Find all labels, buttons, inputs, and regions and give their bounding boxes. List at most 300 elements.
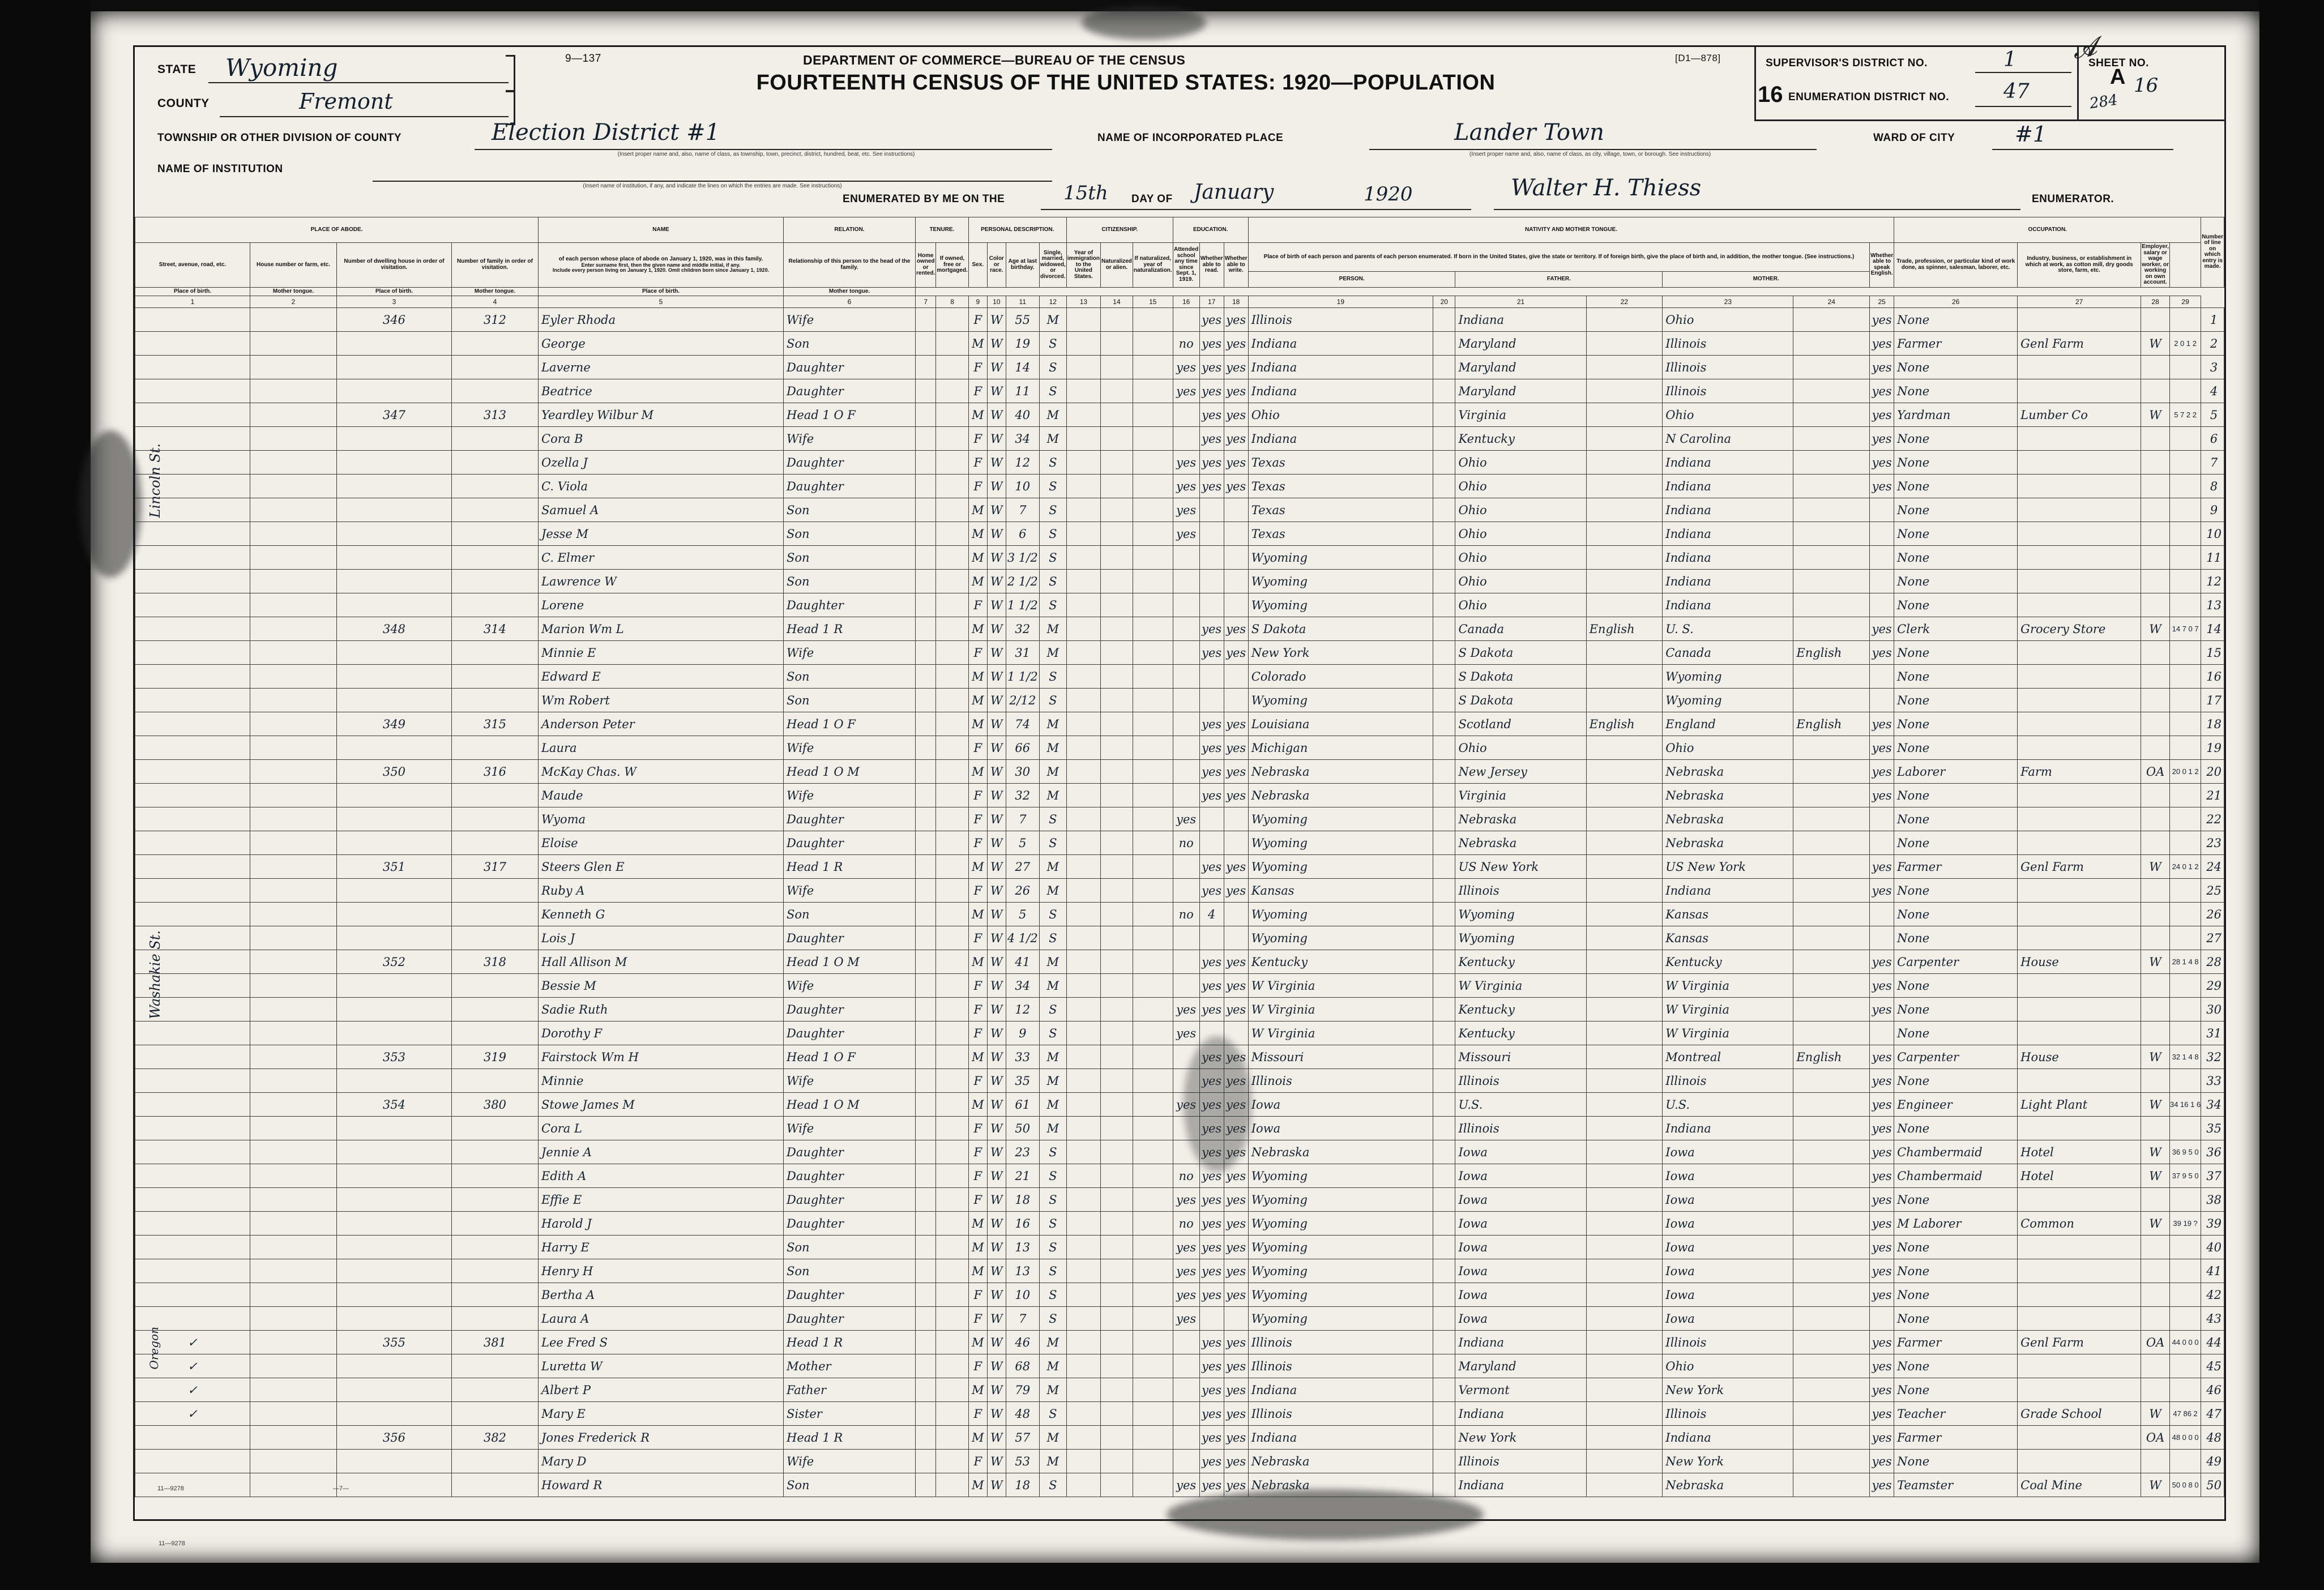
table-row	[135, 1140, 2224, 1164]
cell-fmt	[1586, 1473, 1663, 1497]
scan-edge-bottom	[0, 1563, 2324, 1590]
cell-extra	[2169, 356, 2201, 379]
cell-fam	[452, 1021, 539, 1045]
cell-check	[135, 546, 250, 570]
row-line-number: 38	[2201, 1188, 2224, 1212]
cell-eng: yes	[1870, 1473, 1894, 1497]
cell-ind	[2018, 784, 2141, 807]
cell-dwell	[337, 1354, 452, 1378]
cell-blank1	[936, 879, 968, 903]
cell-nat	[1101, 1307, 1133, 1331]
cell-pb: Wyoming	[1248, 903, 1433, 926]
cell-eng: yes	[1870, 1069, 1894, 1093]
cell-ms: M	[1039, 1093, 1066, 1117]
cell-pmt	[1433, 1188, 1455, 1212]
table-row	[135, 712, 2224, 736]
cell-mmt	[1793, 689, 1870, 712]
cell-sch	[1173, 1378, 1199, 1402]
cell-sex: F	[968, 784, 987, 807]
cell-write: yes	[1224, 1450, 1248, 1473]
cell-write: yes	[1224, 998, 1248, 1021]
table-row	[135, 593, 2224, 617]
cell-rel: Daughter	[784, 451, 916, 475]
cell-mb: Wyoming	[1663, 665, 1793, 689]
cell-mmt: English	[1793, 641, 1870, 665]
cell-mmt	[1793, 1473, 1870, 1497]
cell-pb: Wyoming	[1248, 570, 1433, 593]
row-line-number: 33	[2201, 1069, 2224, 1093]
row-line-number: 39	[2201, 1212, 2224, 1236]
cell-eng: yes	[1870, 1402, 1894, 1426]
row-line-number: 37	[2201, 1164, 2224, 1188]
cell-pb: W Virginia	[1248, 1021, 1433, 1045]
cell-house	[250, 1307, 337, 1331]
cell-pmt	[1433, 1069, 1455, 1093]
cell-imm	[1066, 807, 1100, 831]
cell-name: Howard R	[539, 1473, 784, 1497]
cell-occ: Carpenter	[1894, 950, 2018, 974]
cell-pb: Michigan	[1248, 736, 1433, 760]
col-relation: Relationship of this person to the head of the family.	[784, 243, 916, 288]
row-line-number: 30	[2201, 998, 2224, 1021]
cell-eng: yes	[1870, 1450, 1894, 1473]
cell-fb: Iowa	[1455, 1283, 1586, 1307]
cell-read	[1199, 807, 1224, 831]
cell-race: W	[987, 1188, 1006, 1212]
cell-sex: F	[968, 1450, 987, 1473]
cell-blank1	[936, 1283, 968, 1307]
cell-read	[1199, 689, 1224, 712]
cell-nat	[1101, 1045, 1133, 1069]
cell-fmt	[1586, 1426, 1663, 1450]
col-year-naturalization: If naturalized, year of naturalization.	[1133, 243, 1173, 288]
cell-blank1	[936, 1259, 968, 1283]
cell-own	[916, 475, 936, 498]
cell-dwell: 348	[337, 617, 452, 641]
cell-nat	[1101, 1093, 1133, 1117]
cell-nat	[1101, 926, 1133, 950]
cell-mmt	[1793, 1140, 1870, 1164]
cell-read: yes	[1199, 308, 1224, 332]
col-year-immigration: Year of immigration to the United States.	[1066, 243, 1100, 288]
cell-extra: 28 1 4 8	[2169, 950, 2201, 974]
row-line-number: 25	[2201, 879, 2224, 903]
cell-emp	[2141, 570, 2170, 593]
cell-pb: Indiana	[1248, 332, 1433, 356]
cell-name: Hall Allison M	[539, 950, 784, 974]
cell-read: yes	[1199, 1473, 1224, 1497]
cell-ms: M	[1039, 617, 1066, 641]
cell-rel: Head 1 O F	[784, 403, 916, 427]
row-line-number: 40	[2201, 1236, 2224, 1259]
cell-dwell	[337, 356, 452, 379]
table-row	[135, 451, 2224, 475]
cell-rel: Head 1 O M	[784, 950, 916, 974]
cell-ms: M	[1039, 427, 1066, 451]
row-line-number: 35	[2201, 1117, 2224, 1140]
cell-pmt	[1433, 998, 1455, 1021]
row-line-number: 24	[2201, 855, 2224, 879]
cell-pb: Indiana	[1248, 379, 1433, 403]
enumerator-underline	[1494, 209, 2020, 210]
cell-mmt: English	[1793, 1045, 1870, 1069]
cell-imm	[1066, 593, 1100, 617]
cell-age: 74	[1006, 712, 1039, 736]
cell-ms: S	[1039, 1283, 1066, 1307]
cell-write: yes	[1224, 427, 1248, 451]
cell-fmt	[1586, 1188, 1663, 1212]
footer-left-code: 11—9278	[157, 1485, 184, 1492]
cell-mb: Ohio	[1663, 308, 1793, 332]
cell-sex: F	[968, 308, 987, 332]
cell-read: yes	[1199, 1450, 1224, 1473]
col-person-birthplace: Place of birth.	[135, 287, 250, 296]
cell-own	[916, 332, 936, 356]
cell-sex: F	[968, 879, 987, 903]
cell-occ: None	[1894, 379, 2018, 403]
cell-dwell	[337, 1212, 452, 1236]
cell-imm	[1066, 1093, 1100, 1117]
cell-age: 13	[1006, 1259, 1039, 1283]
cell-fam	[452, 356, 539, 379]
col-marital: Single, married, widowed, or divorced.	[1039, 243, 1066, 288]
cell-yr	[1133, 475, 1173, 498]
cell-age: 68	[1006, 1354, 1039, 1378]
cell-yr	[1133, 498, 1173, 522]
table-row	[135, 974, 2224, 998]
cell-yr	[1133, 1021, 1173, 1045]
cell-ms: S	[1039, 332, 1066, 356]
cell-read: yes	[1199, 1402, 1224, 1426]
table-row	[135, 546, 2224, 570]
cell-imm	[1066, 712, 1100, 736]
cell-mmt	[1793, 1426, 1870, 1450]
cell-race: W	[987, 1331, 1006, 1354]
row-line-number: 36	[2201, 1140, 2224, 1164]
cell-sch	[1173, 712, 1199, 736]
column-number-29: 29	[2169, 296, 2201, 308]
cell-blank1	[936, 926, 968, 950]
cell-write: yes	[1224, 1402, 1248, 1426]
cell-pmt	[1433, 903, 1455, 926]
cell-race: W	[987, 570, 1006, 593]
cell-race: W	[987, 1212, 1006, 1236]
cell-name: Lee Fred S	[539, 1331, 784, 1354]
cell-fam	[452, 641, 539, 665]
cell-fam	[452, 1069, 539, 1093]
cell-extra	[2169, 1450, 2201, 1473]
cell-dwell	[337, 1283, 452, 1307]
cell-check	[135, 760, 250, 784]
cell-fam: 317	[452, 855, 539, 879]
cell-sch: yes	[1173, 451, 1199, 475]
cell-fmt	[1586, 1378, 1663, 1402]
group-tenure: TENURE.	[916, 217, 969, 243]
cell-write	[1224, 593, 1248, 617]
cell-write: yes	[1224, 736, 1248, 760]
cell-eng: yes	[1870, 974, 1894, 998]
cell-own	[916, 1093, 936, 1117]
cell-rel: Wife	[784, 1117, 916, 1140]
enumerated-underline	[1041, 209, 1471, 210]
cell-name: Fairstock Wm H	[539, 1045, 784, 1069]
cell-eng	[1870, 1021, 1894, 1045]
cell-own	[916, 807, 936, 831]
cell-sex: F	[968, 641, 987, 665]
cell-nat	[1101, 617, 1133, 641]
cell-read: yes	[1199, 332, 1224, 356]
cell-imm	[1066, 1259, 1100, 1283]
cell-mb: New York	[1663, 1450, 1793, 1473]
cell-own	[916, 546, 936, 570]
table-row	[135, 1021, 2224, 1045]
cell-mmt	[1793, 998, 1870, 1021]
cell-pmt	[1433, 1283, 1455, 1307]
cell-fmt	[1586, 1283, 1663, 1307]
cell-blank1	[936, 950, 968, 974]
cell-sch	[1173, 570, 1199, 593]
cell-ind	[2018, 427, 2141, 451]
cell-ind	[2018, 926, 2141, 950]
cell-read: yes	[1199, 712, 1224, 736]
cell-check	[135, 855, 250, 879]
cell-name: Wm Robert	[539, 689, 784, 712]
cell-eng: yes	[1870, 1117, 1894, 1140]
cell-sex: M	[968, 689, 987, 712]
cell-race: W	[987, 760, 1006, 784]
cell-sex: M	[968, 1236, 987, 1259]
cell-fb: Vermont	[1455, 1378, 1586, 1402]
cell-fb: Ohio	[1455, 736, 1586, 760]
cell-race: W	[987, 356, 1006, 379]
scan-artifact-center	[1184, 1036, 1251, 1172]
cell-check	[135, 522, 250, 546]
subheader-row-3	[135, 287, 2224, 296]
group-nativity: NATIVITY AND MOTHER TONGUE.	[1248, 217, 1894, 243]
cell-pb: Wyoming	[1248, 855, 1433, 879]
cell-pmt	[1433, 379, 1455, 403]
cell-check	[135, 308, 250, 332]
cell-race: W	[987, 1426, 1006, 1450]
cell-yr	[1133, 855, 1173, 879]
cell-house	[250, 1259, 337, 1283]
cell-occ: None	[1894, 593, 2018, 617]
cell-age: 7	[1006, 498, 1039, 522]
cell-rel: Daughter	[784, 998, 916, 1021]
cell-name: Dorothy F	[539, 1021, 784, 1045]
cell-read: yes	[1199, 950, 1224, 974]
row-line-number: 31	[2201, 1021, 2224, 1045]
cell-blank1	[936, 1450, 968, 1473]
cell-race: W	[987, 475, 1006, 498]
corner-scrawl: 284	[2088, 91, 2119, 113]
county-underline	[220, 116, 509, 117]
cell-sex: F	[968, 1402, 987, 1426]
cell-nat	[1101, 308, 1133, 332]
cell-age: 35	[1006, 1069, 1039, 1093]
cell-fb: S Dakota	[1455, 641, 1586, 665]
cell-mb: Illinois	[1663, 1331, 1793, 1354]
cell-fb: Nebraska	[1455, 807, 1586, 831]
cell-sch: yes	[1173, 522, 1199, 546]
cell-nat	[1101, 1402, 1133, 1426]
cell-fb: Virginia	[1455, 403, 1586, 427]
cell-occ: None	[1894, 1021, 2018, 1045]
cell-nat	[1101, 1283, 1133, 1307]
col-name	[539, 243, 784, 288]
cell-dwell	[337, 641, 452, 665]
cell-occ: Chambermaid	[1894, 1164, 2018, 1188]
cell-ind	[2018, 546, 2141, 570]
cell-age: 50	[1006, 1117, 1039, 1140]
cell-pb: Indiana	[1248, 356, 1433, 379]
census-form-paper	[91, 11, 2259, 1563]
cell-rel: Daughter	[784, 831, 916, 855]
cell-read: yes	[1199, 1117, 1224, 1140]
cell-pmt	[1433, 332, 1455, 356]
cell-own	[916, 1236, 936, 1259]
cell-fb: New York	[1455, 1426, 1586, 1450]
cell-mb: U. S.	[1663, 617, 1793, 641]
cell-mb: Indiana	[1663, 522, 1793, 546]
cell-name: Ruby A	[539, 879, 784, 903]
cell-write: yes	[1224, 1164, 1248, 1188]
cell-occ: Yardman	[1894, 403, 2018, 427]
cell-check	[135, 1093, 250, 1117]
cell-dwell: 351	[337, 855, 452, 879]
cell-ind: Genl Farm	[2018, 332, 2141, 356]
cell-read: yes	[1199, 403, 1224, 427]
cell-yr	[1133, 926, 1173, 950]
cell-sch: yes	[1173, 1188, 1199, 1212]
cell-fb: Indiana	[1455, 1473, 1586, 1497]
cell-age: 46	[1006, 1331, 1039, 1354]
cell-age: 10	[1006, 475, 1039, 498]
cell-pmt	[1433, 498, 1455, 522]
table-row	[135, 760, 2224, 784]
cell-occ: None	[1894, 1259, 2018, 1283]
cell-pb: Nebraska	[1248, 1473, 1433, 1497]
cell-house	[250, 1021, 337, 1045]
column-number-15: 15	[1133, 296, 1173, 308]
cell-occ: None	[1894, 308, 2018, 332]
cell-mmt	[1793, 379, 1870, 403]
cell-pb: Wyoming	[1248, 1212, 1433, 1236]
cell-imm	[1066, 570, 1100, 593]
cell-name: Mary D	[539, 1450, 784, 1473]
row-line-number: 41	[2201, 1259, 2224, 1283]
cell-pmt	[1433, 356, 1455, 379]
column-number-4: 4	[452, 296, 539, 308]
cell-read: yes	[1199, 1354, 1224, 1378]
cell-ms: S	[1039, 1402, 1066, 1426]
column-number-8: 8	[936, 296, 968, 308]
cell-age: 16	[1006, 1212, 1039, 1236]
table-row	[135, 1117, 2224, 1140]
cell-rel: Wife	[784, 641, 916, 665]
cell-imm	[1066, 1402, 1100, 1426]
cell-age: 9	[1006, 1021, 1039, 1045]
cell-emp	[2141, 689, 2170, 712]
enumerator-value: Walter H. Thiess	[1511, 175, 1702, 201]
cell-fb: Maryland	[1455, 1354, 1586, 1378]
cell-blank1	[936, 1093, 968, 1117]
row-line-number: 43	[2201, 1307, 2224, 1331]
cell-own	[916, 1307, 936, 1331]
cell-own	[916, 593, 936, 617]
cell-read	[1199, 546, 1224, 570]
cell-extra	[2169, 998, 2201, 1021]
cell-sch	[1173, 1450, 1199, 1473]
cell-sex: F	[968, 1140, 987, 1164]
cell-eng: yes	[1870, 1045, 1894, 1069]
cell-pmt	[1433, 641, 1455, 665]
cell-eng: yes	[1870, 784, 1894, 807]
cell-pb: Texas	[1248, 522, 1433, 546]
cell-extra: 37 9 5 0	[2169, 1164, 2201, 1188]
cell-own	[916, 1402, 936, 1426]
cell-rel: Daughter	[784, 1307, 916, 1331]
state-bracket	[506, 55, 515, 92]
cell-own	[916, 998, 936, 1021]
cell-imm	[1066, 475, 1100, 498]
cell-occ: None	[1894, 475, 2018, 498]
cell-ind	[2018, 1259, 2141, 1283]
enumeration-stamp: 16	[1758, 82, 1783, 107]
cell-race: W	[987, 379, 1006, 403]
cell-sch: yes	[1173, 807, 1199, 831]
cell-check	[135, 712, 250, 736]
cell-house	[250, 1212, 337, 1236]
cell-write: yes	[1224, 332, 1248, 356]
row-line-number: 28	[2201, 950, 2224, 974]
cell-yr	[1133, 332, 1173, 356]
row-line-number: 23	[2201, 831, 2224, 855]
cell-eng: yes	[1870, 879, 1894, 903]
cell-fb: Iowa	[1455, 1236, 1586, 1259]
cell-sex: F	[968, 998, 987, 1021]
cell-mb: Indiana	[1663, 1117, 1793, 1140]
cell-blank1	[936, 807, 968, 831]
cell-write	[1224, 807, 1248, 831]
cell-imm	[1066, 1140, 1100, 1164]
cell-age: 34	[1006, 974, 1039, 998]
group-name: NAME	[539, 217, 784, 243]
cell-fam	[452, 498, 539, 522]
cell-fam	[452, 427, 539, 451]
cell-check	[135, 1450, 250, 1473]
cell-eng: yes	[1870, 1283, 1894, 1307]
cell-sex: F	[968, 1117, 987, 1140]
cell-mmt	[1793, 356, 1870, 379]
cell-pb: Wyoming	[1248, 1283, 1433, 1307]
table-row	[135, 1402, 2224, 1426]
cell-sex: M	[968, 665, 987, 689]
cell-dwell	[337, 1140, 452, 1164]
cell-sch: yes	[1173, 356, 1199, 379]
cell-yr	[1133, 1378, 1173, 1402]
cell-fam: 319	[452, 1045, 539, 1069]
cell-write: yes	[1224, 760, 1248, 784]
cell-rel: Daughter	[784, 1212, 916, 1236]
cell-emp	[2141, 546, 2170, 570]
cell-mb: Kentucky	[1663, 950, 1793, 974]
cell-rel: Sister	[784, 1402, 916, 1426]
cell-write: yes	[1224, 1473, 1248, 1497]
cell-ind	[2018, 1354, 2141, 1378]
cell-race: W	[987, 403, 1006, 427]
cell-house	[250, 760, 337, 784]
